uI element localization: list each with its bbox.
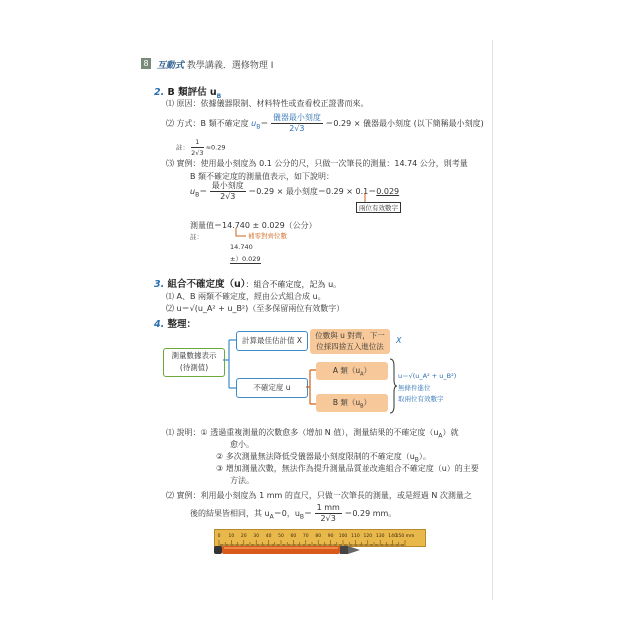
digit-rule-box: 位數與 u 對齊，下一 位採四捨五入進位法	[310, 329, 390, 354]
brace	[389, 358, 397, 414]
sec2-reason: ⑴ 原因：依據儀器限制、材料特性或查看校正證書而來。	[166, 99, 369, 108]
measurement-value: 測量值＝14.740 ± 0.029（公分）	[190, 221, 317, 230]
section-number: 2.	[154, 87, 165, 98]
series-name: 互動式	[157, 61, 185, 71]
sec2-method: ⑵ 方式：B 類不確定度 $u_B=$ $\frac{\text{儀器最小刻度}}{2√3}$ ＝0.29 × 儀器最小刻度 (以下簡稱最小刻度)	[166, 113, 484, 133]
ruler-label: 100	[338, 534, 348, 539]
ruler-label: 60	[290, 534, 297, 539]
section-3-heading: 3. 組合不確定度（u）：組合不確定度，記為 u。	[154, 279, 342, 290]
sig-fig-tag: 兩位有效數字	[356, 202, 401, 213]
explanation-2: ② 多次測量無法降低受儀器最小刻度限制的不確定度$(u_B)$。	[216, 452, 431, 464]
combined-formula: u＝√(u_A² + u_B²)	[398, 372, 457, 380]
sec2-example-line2: B 類不確定度的測量值表示，如下說明：	[190, 172, 335, 181]
ruler-label: 110	[351, 534, 360, 539]
column-add-line2: ±）0.029	[230, 255, 261, 263]
method-fraction: $\frac{\text{儀器最小刻度}}{2√3}$	[272, 113, 321, 133]
ruler-label: 70	[302, 534, 309, 539]
page-number-badge: 8	[141, 58, 151, 69]
uncertainty-connector	[306, 364, 316, 410]
type-a-box: A 類$(u_A)$	[316, 362, 388, 380]
sec2-example-line1: ⑶ 實例：使用最小刻度為 0.1 公分的尺，只做一次筆長的測量：14.74 公分，則考量	[166, 159, 468, 168]
type-b-box: B 類$(u_B)$	[316, 394, 388, 412]
book-title: 教學講義．選修物理 I	[186, 61, 274, 71]
example-line1: ⑵ 實例：利用最小刻度為 1 mm 的直尺，只做一次筆長的測量，或是經過 N 次測量之	[166, 491, 472, 500]
explanation-1: ⑴ 說明：① 透過重複測量的次數愈多（增加 N 值），測量結果的不確定度$(u_A)$就	[166, 428, 459, 440]
tag-pointer	[360, 193, 370, 203]
example-line2: 後的結果皆相同，其 $u_A=0$，$u_B=$ $\frac{1 mm}{2√3}$ ＝0.29 mm。	[190, 503, 397, 523]
rounding-rule: 無條件進位	[398, 384, 431, 392]
explanation-1-cont: 愈小。	[230, 440, 254, 449]
ruler-label: 80	[315, 534, 322, 539]
ruler-label: 90	[327, 534, 334, 539]
column-note-label: 註：	[190, 233, 203, 241]
explanation-3: ③ 增加測量次數，無法作為提升測量品質並改進組合不確定度（u）的主要	[216, 464, 479, 473]
sec3-point1: ⑴ A、B 兩類不確定度，經由公式組合成 u。	[166, 292, 326, 301]
margin-divider	[492, 40, 493, 600]
best-estimate-box: 計算最佳估計值 X	[236, 331, 308, 351]
section-title-sub: B	[216, 92, 222, 100]
ruler-label: 140	[388, 534, 397, 539]
section-4-heading: 4. 整理：	[154, 319, 197, 330]
section-title: B 類評估 u	[167, 87, 217, 98]
measurement-box: 測量數據表示 (待測值)	[163, 348, 225, 377]
pad-zero-pointer	[228, 228, 248, 242]
ruler-label: 130	[375, 534, 385, 539]
ruler-label: 10	[228, 534, 235, 539]
uncertainty-box: 不確定度 u	[236, 378, 308, 398]
ruler-label: 20	[240, 534, 247, 539]
sec2-example-equation: $u_B=$ $\frac{\text{最小刻度}}{2√3}$ ＝0.29 × 最小刻度＝0.29 × 0.1＝0.029	[190, 181, 400, 201]
pad-zero-note: 補零對齊位數	[248, 232, 287, 240]
column-add-line1: 14.740	[230, 243, 253, 251]
sec3-point2: ⑵ u＝√(u_A² + u_B²)（至多保留兩位有效數字）	[166, 304, 345, 313]
sec2-method-note: 註： $\frac{1}{2√3}$ ≈0.29	[176, 138, 226, 157]
result-value: 0.029	[376, 187, 400, 196]
sig-fig-rule: 取兩位有效數字	[398, 395, 444, 403]
page-header	[157, 58, 273, 71]
flow-connector	[223, 330, 237, 400]
ruler-label: 150 mm	[395, 534, 415, 539]
pen-illustration	[212, 543, 362, 557]
ruler-label: 120	[363, 534, 373, 539]
explanation-3-cont: 方法。	[230, 476, 254, 485]
x-label: X	[396, 336, 402, 345]
ruler-label: 40	[265, 534, 272, 539]
ruler-label: 50	[278, 534, 284, 539]
ruler-label: 30	[253, 534, 260, 539]
ruler-label: 0	[217, 534, 221, 539]
